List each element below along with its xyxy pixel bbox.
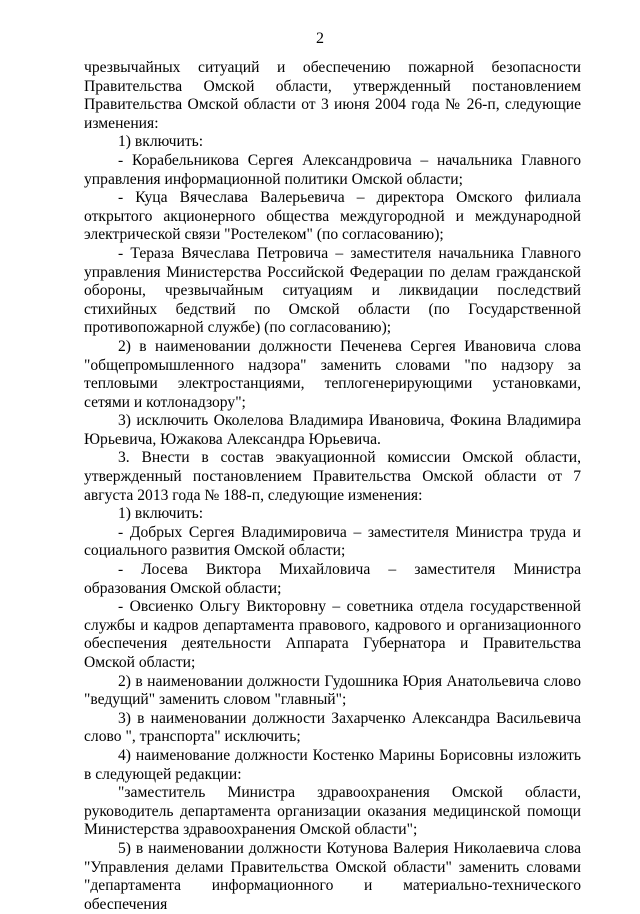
paragraph: 3) исключить Околелова Владимира Ивановича, Фокина Владимира Юрьевича, Южакова Александра Юрьевича. [84,412,581,448]
paragraph: 2) в наименовании должности Печенева Сергея Ивановича слова "общепромышленного надзора" заменить словами "по надзору за тепловыми электростанциями, теплогенерирующими установками, сетями и котлонадзору"; [84,337,581,411]
paragraph: - Тераза Вячеслава Петровича – заместителя начальника Главного управления Министерства Российской Федерации по делам гражданской обороны, чрезвычайным ситуациям и ликвидации последствий стихийных бедствий по Омской области (по Государственной противопожарной службе) (по согласованию); [84,244,581,337]
paragraph: 5) в наименовании должности Котунова Валерия Николаевича слова "Управления делами Правительства Омской области" заменить словами "департамента информационного и материально-технического обеспечения [84,839,581,913]
paragraph: 3) в наименовании должности Захарченко Александра Васильевича слово ", транспорта" исключить; [84,709,581,746]
paragraph: 3. Внести в состав эвакуационной комиссии Омской области, утвержденный постановлением Правительства Омской области от 7 августа 2013 года № 188-п, следующие изменения: [84,449,581,504]
paragraph: 1) включить: [118,133,204,151]
paragraph: "заместитель Министра здравоохранения Омской области, руководитель департамента организации оказания медицинской помощи Министерства здравоохранения Омской области"; [84,784,581,839]
paragraph: 4) наименование должности Костенко Марины Борисовны изложить в следующей редакции: [84,746,581,783]
paragraph: - Добрых Сергея Владимировича – заместителя Министра труда и социального развития Омской области; [84,523,581,560]
paragraph: - Лосева Виктора Михайловича – заместителя Министра образования Омской области; [84,561,581,597]
page-number: 2 [316,30,324,47]
paragraph: 2) в наименовании должности Гудошника Юрия Анатольевича слово "ведущий" заменить словом "главный"; [84,672,581,709]
document-body [84,59,581,914]
paragraph: - Корабельникова Сергея Александровича – начальника Главного управления информационной политики Омской области; [84,151,581,188]
paragraph: - Куца Вячеслава Валерьевича – директора Омского филиала открытого акционерного общества междугородной и международной электрической связи "Ростелеком" (по согласованию); [84,189,581,244]
paragraph: чрезвычайных ситуаций и обеспечению пожарной безопасности Правительства Омской области, утвержденный постановлением Правительства Омской области от 3 июня 2004 года № 26-п, следующие изменения: [84,59,581,132]
paragraph: 1) включить: [118,505,204,523]
paragraph: - Овсиенко Ольгу Викторовну – советника отдела государственной службы и кадров департамента правового, кадрового и организационного обеспечения деятельности Аппарата Губернатора и Правительства Омской области; [84,598,581,671]
